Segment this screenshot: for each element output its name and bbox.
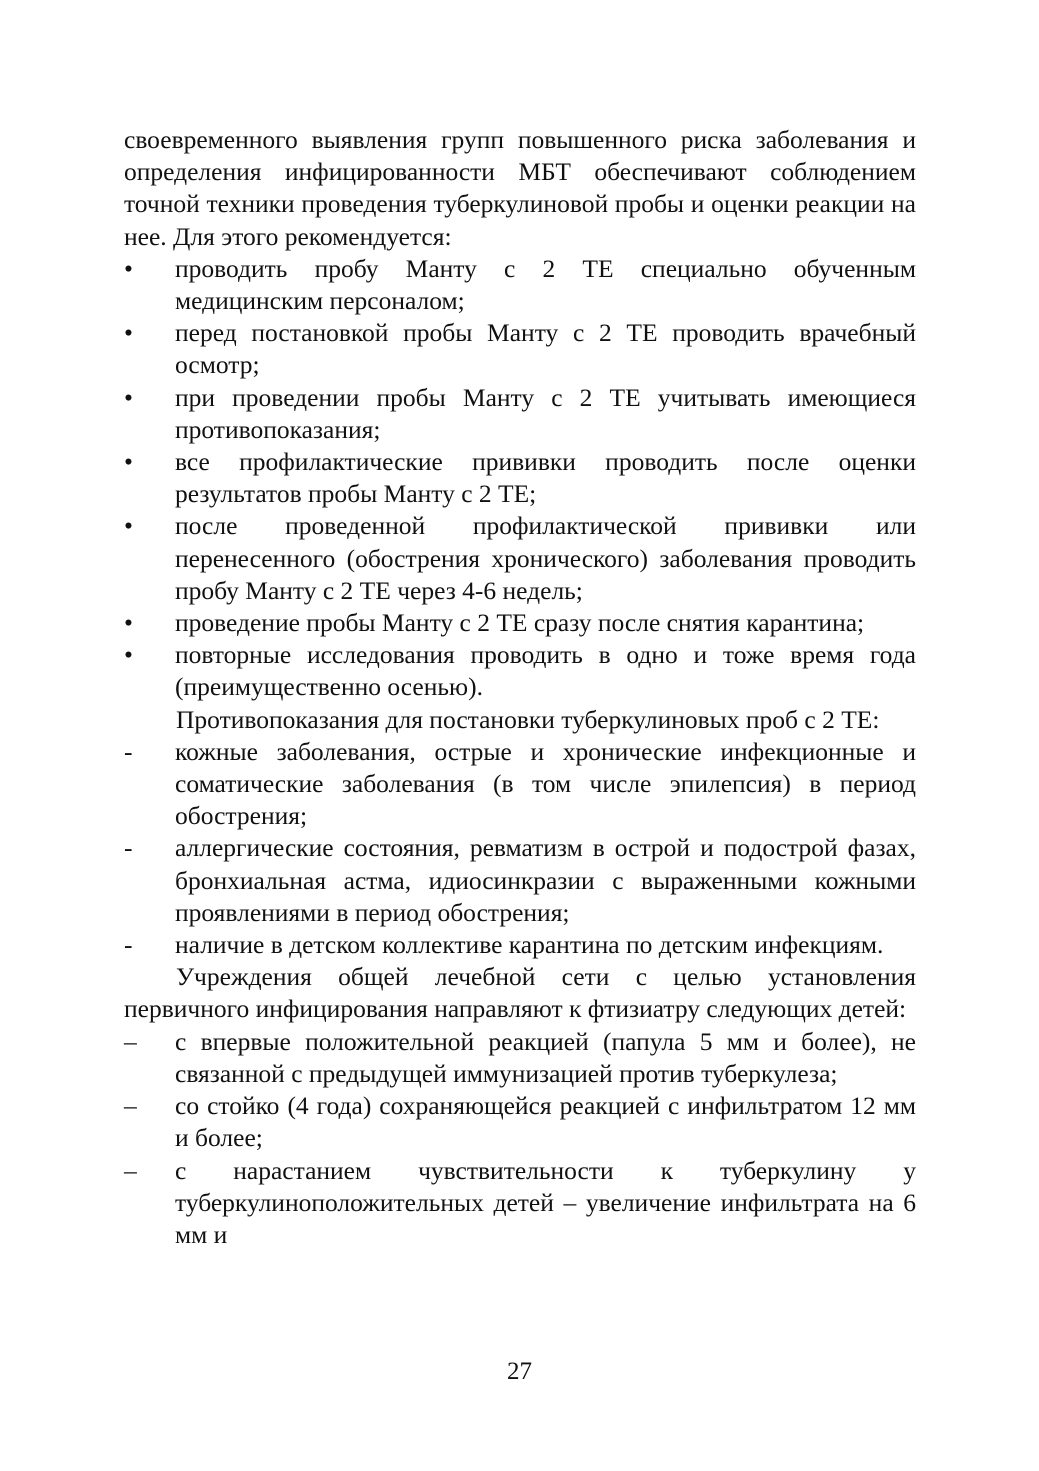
list-item-text: проводить пробу Манту с 2 ТЕ специально обученным медицинским персоналом; (175, 253, 916, 316)
list-item (124, 607, 916, 639)
dash-marker: - (124, 930, 133, 960)
list-item-text: после проведенной профилактической прививки или перенесенного (обострения хронического) заболевания проводить пробу Манту с 2 ТЕ через 4-6 недель; (175, 511, 916, 605)
list-item (124, 736, 916, 833)
list-item (124, 832, 916, 929)
list-item-text: с впервые положительной реакцией (папула 5 мм и более), не связанной с предыдущей иммунизацией против туберкулеза; (175, 1026, 916, 1088)
bullet-marker: • (124, 382, 133, 412)
list-item (124, 1155, 916, 1252)
bullet-marker: • (124, 447, 133, 477)
list-item-text: повторные исследования проводить в одно и тоже время года (преимущественно осенью). (175, 640, 916, 702)
list-item (124, 446, 916, 510)
bullet-marker: • (124, 318, 133, 348)
text-body (124, 124, 916, 1251)
referral-heading: Учреждения общей лечебной сети с целью установления первичного инфицирования направляют к фтизиатру следующих детей: (124, 962, 916, 1024)
dash-marker: - (124, 736, 133, 766)
list-item-text: все профилактические прививки проводить после оценки результатов пробы Манту с 2 ТЕ; (175, 447, 916, 509)
list-item-text: со стойко (4 года) сохраняющейся реакцией с инфильтратом 12 мм и более; (175, 1091, 916, 1153)
list-item-text: наличие в детском коллективе карантина по детским инфекциям. (175, 930, 884, 960)
bullet-marker: • (124, 640, 133, 670)
bullet-marker: • (124, 608, 133, 638)
bullet-marker: • (124, 253, 133, 283)
intro-paragraph: своевременного выявления групп повышенного риска заболевания и определения инфицированности МБТ обеспечивают соблюдением точной техники проведения туберкулиновой пробы и оценки реакции на нее. Для этого рекомендуется: (124, 125, 916, 251)
list-item-text: кожные заболевания, острые и хронические инфекционные и соматические заболевания (в том числе эпилепсия) в период обострения; (175, 736, 916, 831)
list-item (124, 1026, 916, 1090)
list-item (124, 639, 916, 703)
en-dash-marker: – (124, 1091, 137, 1121)
list-item (124, 253, 916, 317)
referral-list (124, 1026, 916, 1251)
dash-marker: - (124, 833, 133, 863)
list-item (124, 382, 916, 446)
contraindications-list (124, 736, 916, 961)
bullet-marker: • (124, 511, 133, 541)
en-dash-marker: – (124, 1155, 137, 1185)
contraindications-heading: Противопоказания для постановки туберкулиновых проб с 2 ТЕ: (176, 704, 880, 734)
list-item (124, 929, 916, 961)
recommendations-list (124, 253, 916, 704)
list-item (124, 317, 916, 381)
list-item-text: перед постановкой пробы Манту с 2 ТЕ проводить врачебный осмотр; (175, 318, 916, 380)
list-item-text: при проведении пробы Манту с 2 ТЕ учитывать имеющиеся противопоказания; (175, 382, 916, 444)
list-item-text: аллергические состояния, ревматизм в острой и подострой фазах, бронхиальная астма, идиосинкразии с выраженными кожными проявлениями в период обострения; (175, 833, 916, 927)
list-item (124, 510, 916, 607)
en-dash-marker: – (124, 1026, 137, 1056)
page-number: 27 (507, 1358, 532, 1385)
list-item-text: с нарастанием чувствительности к туберкулину у туберкулиноположительных детей – увеличение инфильтрата на 6 мм и (175, 1155, 916, 1249)
list-item (124, 1090, 916, 1154)
list-item-text: проведение пробы Манту с 2 ТЕ сразу после снятия карантина; (175, 608, 865, 638)
